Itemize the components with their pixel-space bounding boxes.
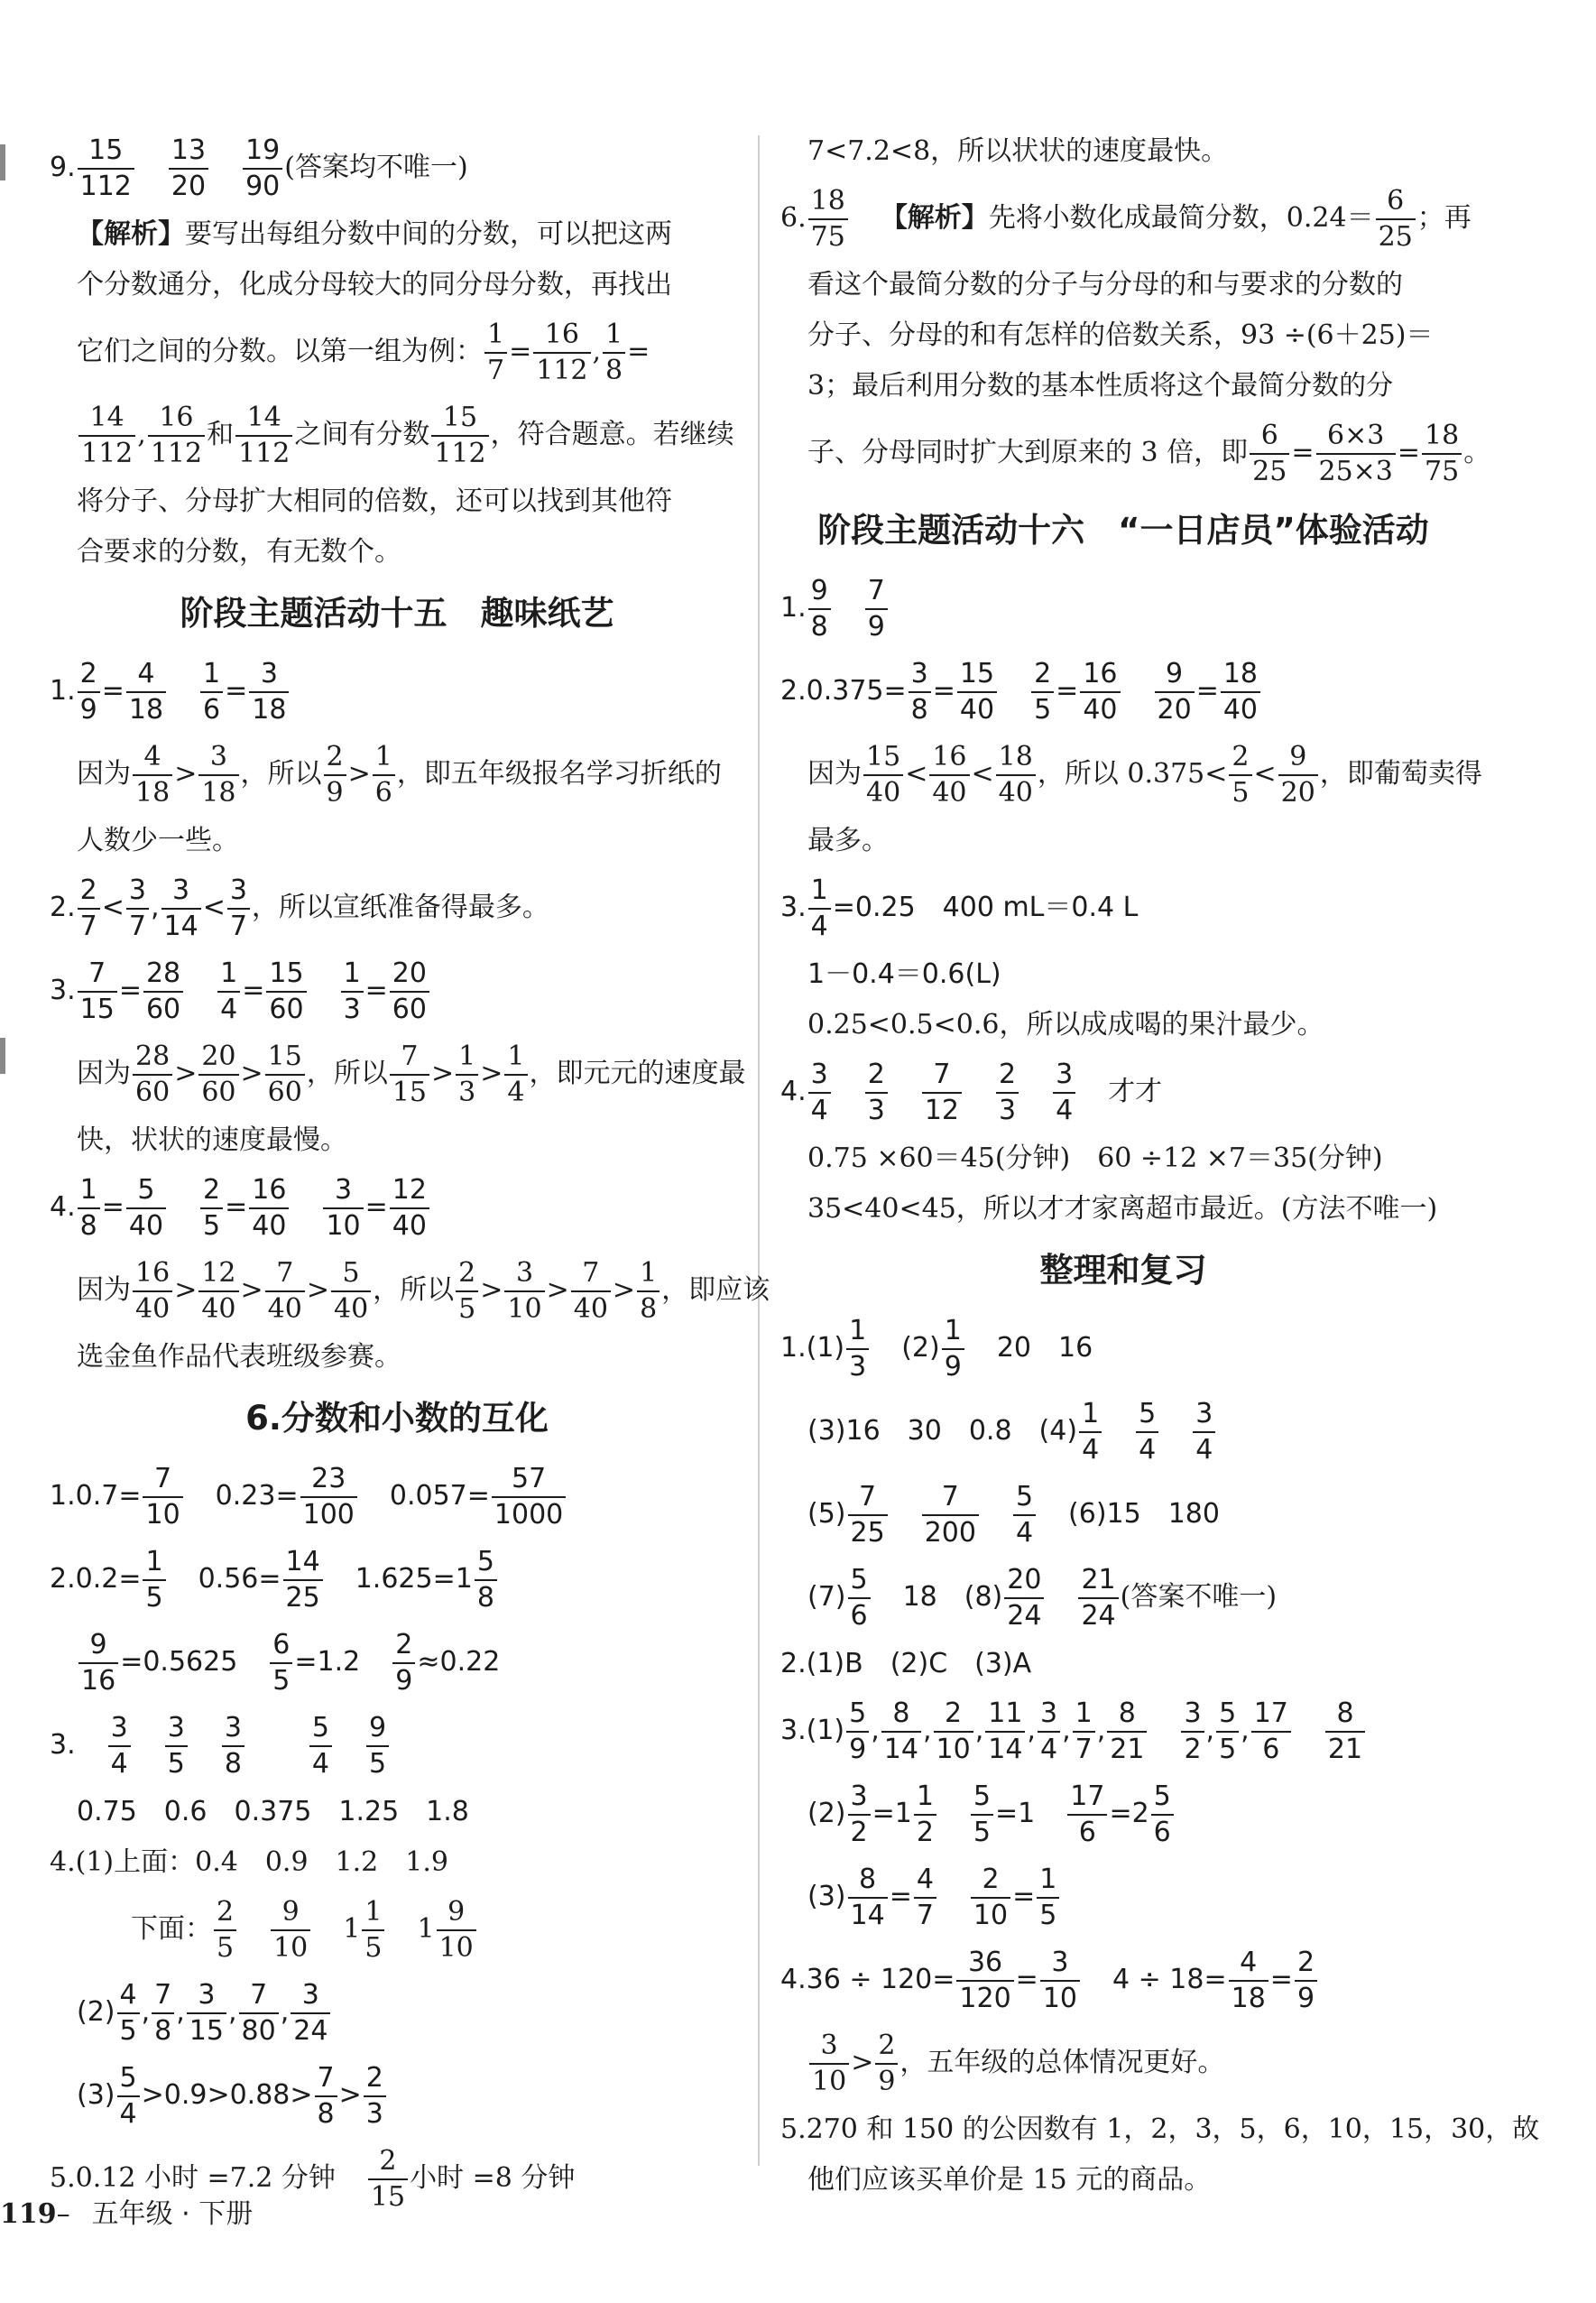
z-q1-3: (3)16 30 0.8 (4) $\frac{1}{4}$ $\frac{5}{4}$ $\frac{3}{4}$ [780,1390,1466,1473]
z-q2: 2.(1)B (2)C (3)A [780,1648,1032,1679]
q9-explain-5: 将分子、分母扩大相同的倍数，还可以找到其他符 [77,486,672,517]
q9-answer: 9. $\frac{15}{112}$ $\frac{13}{20}$ $\frac{19}{90}$ (答案均不唯一) [50,134,468,202]
footer-dash: – [56,2198,70,2230]
s16-q1: 1. $\frac{9}{8}$ $\frac{7}{9}$ [780,567,1466,650]
q6-explain-2: 看这个最简分数的分子与分母的和与要求的分数的 [807,269,1403,301]
page-number: 119 [0,2198,57,2230]
z-q3-1: 3.(1) $\frac{5}{9}$ , $\frac{8}{14}$ , $\frac{2}{10}$ , $\frac{11}{14}$ , $\frac{3}{4}$ , $\frac{1}{7}$ , $\frac{8}{21}$ $\frac{3}{2}$ , $\frac{5}{5}$ , $\frac{17}{6}$ $\frac{8}{21}$ [780,1689,1466,1772]
z-q1-1: 1.(1) $\frac{1}{3}$ (2) $\frac{1}{9}$ 20 16 [780,1314,1093,1383]
s15-q3-reason: 因为 $\frac{28}{60}$ > $\frac{20}{60}$ > $\frac{15}{60}$ ，所以 $\frac{7}{15}$ > $\frac{1}{3}$ > $\frac{1}{4}$ ，即元元的速度最 [77,1041,746,1108]
z-q5-b: 他们应该买单价是 15 元的商品。 [807,2164,1212,2196]
s15-q4-reason: 因为 $\frac{16}{40}$ > $\frac{12}{40}$ > $\frac{7}{40}$ > $\frac{5}{40}$ ，所以 $\frac{2}{5}$ > $\frac{3}{10}$ > $\frac{7}{40}$ > $\frac{1}{8}$ ，即应该 [77,1257,770,1325]
z-q3-3: (3) $\frac{8}{14}$ = $\frac{4}{7}$ $\frac{2}{10}$ = $\frac{1}{5}$ [780,1855,1466,1938]
s16-q2-conclusion: 最多。 [807,825,889,856]
s16-q2: 2.0.375= $\frac{3}{8}$ = $\frac{15}{40}$ $\frac{2}{5}$ = $\frac{16}{40}$ $\frac{9}{20}$ = $\frac{18}{40}$ [780,650,1466,733]
z-q1-7: (7) $\frac{5}{6}$ 18 (8) $\frac{20}{24}$ $\frac{21}{24}$ (答案不唯一) [807,1563,1278,1632]
s6-q4-3: (3) $\frac{5}{4}$ >0.9>0.88> $\frac{7}{8}$ > $\frac{2}{3}$ [50,2054,744,2137]
page-edge-mark [0,1038,5,1074]
z-q4: 4.36 ÷ 120= $\frac{36}{120}$ = $\frac{3}{10}$ 4 ÷ 18= $\frac{4}{18}$ = $\frac{2}{9}$ [780,1938,1466,2021]
section-heading-15: 阶段主题活动十五 趣味纸艺 [180,594,614,633]
s15-q1-reason: 因为 $\frac{4}{18}$ > $\frac{3}{18}$ ，所以 $\frac{2}{9}$ > $\frac{1}{6}$ ，即五年级报名学习折纸的 [77,741,722,809]
s15-q2: 2. $\frac{2}{7}$ < $\frac{3}{7}$ , $\frac{3}{14}$ < $\frac{3}{7}$ ，所以宣纸准备得最多。 [50,874,549,942]
z-q1-5: (5) $\frac{7}{25}$ $\frac{7}{200}$ $\frac{5}{4}$ (6)15 180 [807,1480,1220,1549]
q6-explain-3: 分子、分母的和有怎样的倍数关系，93 ÷(6＋25)＝ [807,319,1434,351]
s16-q2-reason: 因为 $\frac{15}{40}$ < $\frac{16}{40}$ < $\frac{18}{40}$ ，所以 0.375< $\frac{2}{5}$ < $\frac{9}{20}$ ，即葡萄卖得 [807,741,1482,809]
q9-explain-3: 它们之间的分数。以第一组为例： $\frac{1}{7}$ = $\frac{16}{112}$ , $\frac{1}{8}$ = [77,319,650,386]
s16-q3-b: 1－0.4＝0.6(L) [807,958,1001,990]
s6-q4-2: (2) $\frac{4}{5}$ , $\frac{7}{8}$ , $\frac{3}{15}$ , $\frac{7}{80}$ , $\frac{3}{24}$ [50,1971,744,2054]
s15-q3: 3. $\frac{7}{15}$ = $\frac{28}{60}$ $\frac{1}{4}$ = $\frac{15}{60}$ $\frac{1}{3}$ = $\frac{20}{60}$ [50,949,744,1032]
section-heading-6: 6.分数和小数的互化 [245,1399,549,1438]
s16-q4: 4. $\frac{3}{4}$ $\frac{2}{3}$ $\frac{7}{12}$ $\frac{2}{3}$ $\frac{3}{4}$ 才才 [780,1058,1163,1126]
s15-q4: 4. $\frac{1}{8}$ = $\frac{5}{40}$ $\frac{2}{5}$ = $\frac{16}{40}$ $\frac{3}{10}$ = $\frac{12}{40}$ [50,1166,744,1249]
s16-q4-b: 0.75 ×60＝45(分钟) 60 ÷12 ×7＝35(分钟) [807,1142,1383,1174]
s15-q1-conclusion: 人数少一些。 [77,825,239,856]
s6-q5: 5.0.12 小时 =7.2 分钟 $\frac{2}{15}$ 小时 =8 分钟 [50,2145,576,2213]
s6-q2: 2.0.2= $\frac{1}{5}$ 0.56= $\frac{14}{25}$ 1.625=1 $\frac{5}{8}$ [50,1538,744,1621]
s6-q4-1-below: 下面： $\frac{2}{5}$ $\frac{9}{10}$ 1 $\frac{1}{5}$ 1 $\frac{9}{10}$ [50,1888,744,1971]
s6-q4-1: 4.(1)上面：0.4 0.9 1.2 1.9 [50,1846,448,1878]
q6-answer: 6. $\frac{18}{75}$ 【解析】先将小数化成最简分数，0.24＝ $\frac{6}{25}$ ；再 [780,185,1471,253]
page-footer [0,2191,253,2231]
z-q4-conclusion: $\frac{3}{10}$ > $\frac{2}{9}$ ，五年级的总体情况更好。 [780,2021,1466,2104]
s16-q3-c: 0.25<0.5<0.6，所以成成喝的果汁最少。 [807,1009,1324,1041]
page-edge-mark [0,144,5,180]
q9-explain-4: $\frac{14}{112}$ , $\frac{16}{112}$ 和 $\frac{14}{112}$ 之间有分数 $\frac{15}{112}$ ，符合题意。若继续 [50,393,744,476]
grade-label: 五年级 · 下册 [91,2198,254,2230]
q9-explain-6: 合要求的分数，有无数个。 [77,536,401,568]
s15-q1: 1. $\frac{2}{9}$ = $\frac{4}{18}$ $\frac{1}{6}$ = $\frac{3}{18}$ [50,650,744,733]
section-heading-16: 阶段主题活动十六 “一日店员”体验活动 [817,511,1429,550]
s6-q3-decimals: 0.75 0.6 0.375 1.25 1.8 [77,1796,469,1827]
s16-q3: 3. $\frac{1}{4}$ =0.25 400 mL＝0.4 L [780,874,1139,942]
s6-q1: 1.0.7= $\frac{7}{10}$ 0.23= $\frac{23}{100}$ 0.057= $\frac{57}{1000}$ [50,1455,744,1538]
q6-explain-5: 子、分母同时扩大到原来的 3 倍，即 $\frac{6}{25}$ = $\frac{6\times 3}{25\times 3}$ = $\frac{18}{75}$ 。 [807,420,1491,487]
s6-q3: 3. $\frac{3}{4}$ $\frac{3}{5}$ $\frac{3}{8}$ $\frac{5}{4}$ $\frac{9}{5}$ [50,1704,744,1787]
s6-q2-row2: $\frac{9}{16}$ =0.5625 $\frac{6}{5}$ =1.2 $\frac{2}{9}$ ≈0.22 [50,1621,744,1704]
q9-explain-2: 个分数通分，化成分母较大的同分母分数，再找出 [77,269,672,301]
z-q3-2: (2) $\frac{3}{2}$ =1 $\frac{1}{2}$ $\frac{5}{5}$ =1 $\frac{17}{6}$ =2 $\frac{5}{6}$ [780,1772,1466,1855]
q9-explain-1: 【解析】要写出每组分数中间的分数，可以把这两 [77,218,672,250]
column-divider [758,135,760,2166]
left-column [50,126,770,2220]
z-q5-a: 5.270 和 150 的公因数有 1，2，3，5，6，10，15，30，故 [780,2113,1540,2145]
section-heading-review: 整理和复习 [1039,1251,1207,1290]
q6-explain-4: 3；最后利用分数的基本性质将这个最简分数的分 [807,370,1394,402]
s15-q4-conclusion: 选金鱼作品代表班级参赛。 [77,1341,401,1373]
right-column [780,126,1540,2206]
s15-q5-conclusion: 7<7.2<8，所以状状的速度最快。 [807,135,1229,167]
s15-q3-conclusion: 快，状状的速度最慢。 [77,1124,347,1156]
s16-q4-c: 35<40<45，所以才才家离超市最近。(方法不唯一) [807,1193,1438,1225]
